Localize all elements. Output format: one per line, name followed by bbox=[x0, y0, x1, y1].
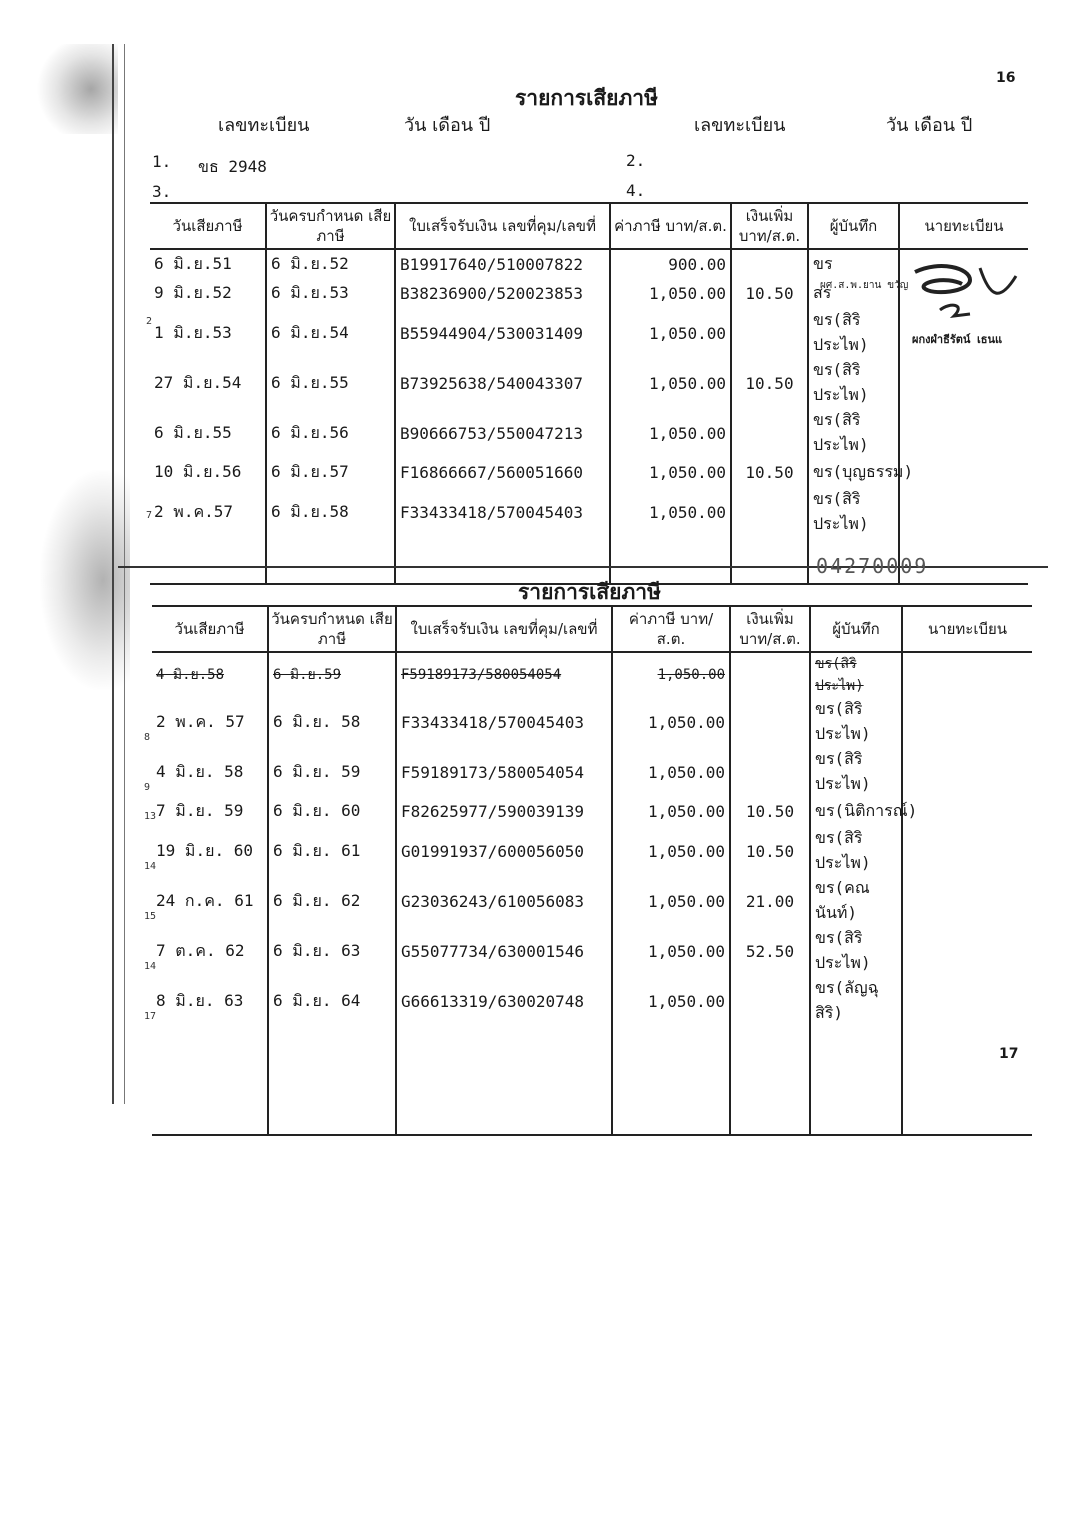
cell-surcharge bbox=[731, 308, 808, 358]
reg-entry-4-num: 4. bbox=[626, 181, 646, 200]
cell-recorder: ขร(สิริประไพ) bbox=[808, 487, 899, 537]
col-surcharge: เงินเพิ่ม บาท/ส.ต. bbox=[730, 606, 810, 652]
cell-tax-date: 2 พ.ค.57 bbox=[154, 501, 234, 521]
row-marker: 8 bbox=[144, 732, 151, 743]
cell-due-date: 6 มิ.ย. 62 bbox=[268, 876, 396, 926]
cell-empty bbox=[730, 1100, 810, 1135]
cell-registrar bbox=[902, 876, 1032, 926]
col-due-date: วันครบกำหนด เสียภาษี bbox=[268, 606, 396, 652]
cell-receipt: B55944904/530031409 bbox=[395, 308, 610, 358]
cell-registrar bbox=[899, 358, 1028, 408]
cell-due-date: 6 มิ.ย. 58 bbox=[268, 697, 396, 747]
table-header-row bbox=[152, 606, 1032, 652]
cell-recorder: ขร(สิริประไพ) bbox=[810, 826, 902, 876]
table-row bbox=[150, 458, 1028, 487]
cell-surcharge bbox=[730, 747, 810, 797]
cell-tax: 1,050.00 bbox=[612, 826, 730, 876]
cell-empty bbox=[150, 537, 266, 584]
cell-surcharge bbox=[730, 697, 810, 747]
cell-empty bbox=[730, 1066, 810, 1100]
date-label-left: วัน เดือน ปี bbox=[404, 115, 491, 136]
cell-surcharge: 10.50 bbox=[731, 279, 808, 308]
col-recorder: ผู้บันทึก bbox=[810, 606, 902, 652]
cell-tax: 1,050.00 bbox=[612, 747, 730, 797]
cell-surcharge: 10.50 bbox=[731, 458, 808, 487]
cell-tax: 1,050.00 bbox=[612, 876, 730, 926]
cell-recorder: ขร(นิติการณ์) bbox=[810, 797, 902, 826]
cell-surcharge bbox=[730, 976, 810, 1026]
cell-registrar bbox=[902, 652, 1032, 697]
row-marker: 9 bbox=[144, 782, 151, 793]
stamp-mark: 04270009 bbox=[816, 554, 929, 578]
cell-registrar bbox=[899, 408, 1028, 458]
cell-tax-date: 19 มิ.ย. 60 bbox=[156, 840, 253, 860]
cell-registrar bbox=[902, 826, 1032, 876]
cell-registrar bbox=[899, 458, 1028, 487]
page-number-top: 16 bbox=[996, 70, 1016, 86]
cell-due-date: 6 มิ.ย. 64 bbox=[268, 976, 396, 1026]
cell-receipt: B19917640/510007822 bbox=[395, 249, 610, 279]
cell-tax: 1,050.00 bbox=[612, 976, 730, 1026]
cell-receipt: B90666753/550047213 bbox=[395, 408, 610, 458]
cell-due-date: 6 มิ.ย.58 bbox=[266, 487, 395, 537]
cell-tax: 1,050.00 bbox=[612, 697, 730, 747]
table-row bbox=[150, 358, 1028, 408]
reg-entry-1-num: 1. bbox=[152, 152, 172, 171]
cell-surcharge: 10.50 bbox=[731, 358, 808, 408]
cell-tax: 1,050.00 bbox=[612, 926, 730, 976]
cell-empty bbox=[396, 1100, 612, 1135]
cell-recorder: ขร(สิริประไพ) bbox=[808, 408, 899, 458]
cell-surcharge: 10.50 bbox=[730, 826, 810, 876]
cell-tax-date: 7 มิ.ย. 59 bbox=[156, 801, 244, 820]
cell-empty bbox=[268, 1066, 396, 1100]
cell-surcharge: 21.00 bbox=[730, 876, 810, 926]
official-signature-stamp bbox=[820, 258, 1020, 344]
page-title-bottom: รายการเสียภาษี bbox=[518, 580, 661, 604]
cell-recorder: ขร(คณนันท์) bbox=[810, 876, 902, 926]
cell-recorder: ขร(สิริประไพ) bbox=[808, 308, 899, 358]
cell-surcharge bbox=[730, 652, 810, 697]
table-row bbox=[150, 487, 1028, 537]
empty-row bbox=[152, 1066, 1032, 1100]
reg-entry-1-value: ขธ 2948 bbox=[198, 157, 267, 176]
col-receipt: ใบเสร็จรับเงิน เลขที่คุม/เลขที่ bbox=[395, 203, 610, 249]
date-label-right: วัน เดือน ปี bbox=[886, 115, 973, 136]
col-due-date: วันครบกำหนด เสียภาษี bbox=[266, 203, 395, 249]
binding-edge bbox=[112, 44, 125, 1104]
reg-entry-2-num: 2. bbox=[626, 151, 646, 170]
cell-tax-date: 27 มิ.ย.54 bbox=[154, 372, 242, 392]
table-row bbox=[152, 826, 1032, 876]
cell-receipt: G01991937/600056050 bbox=[396, 826, 612, 876]
cell-registrar bbox=[899, 487, 1028, 537]
cell-recorder: ขร(ลัญฉุสิริ) bbox=[810, 976, 902, 1026]
cell-due-date: 6 มิ.ย.59 bbox=[268, 652, 396, 697]
cell-receipt: F16866667/560051660 bbox=[395, 458, 610, 487]
cell-recorder: ขร(สิริประไพ) bbox=[810, 747, 902, 797]
cell-recorder: ขร(บุญธรรม) bbox=[808, 458, 899, 487]
cell-surcharge bbox=[731, 487, 808, 537]
cell-tax-date: 1 มิ.ย.53 bbox=[154, 322, 232, 342]
row-marker: 14 bbox=[144, 861, 157, 872]
cell-surcharge bbox=[731, 408, 808, 458]
cell-due-date: 6 มิ.ย. 59 bbox=[268, 747, 396, 797]
reg-label-left: เลขทะเบียน bbox=[218, 115, 310, 136]
cell-tax: 1,050.00 bbox=[612, 797, 730, 826]
cell-tax: 1,050.00 bbox=[610, 279, 731, 308]
cell-empty bbox=[612, 1100, 730, 1135]
col-tax-date: วันเสียภาษี bbox=[150, 203, 266, 249]
col-surcharge: เงินเพิ่ม บาท/ส.ต. bbox=[731, 203, 808, 249]
cell-empty bbox=[902, 1066, 1032, 1100]
cell-empty bbox=[152, 1066, 268, 1100]
cell-due-date: 6 มิ.ย.57 bbox=[266, 458, 395, 487]
row-marker: 2 bbox=[146, 316, 153, 327]
struck-row bbox=[152, 652, 1032, 697]
cell-recorder: ขร bbox=[808, 249, 899, 279]
cell-recorder: ขร(สิริประไพ) bbox=[808, 358, 899, 408]
row-marker: 17 bbox=[144, 1011, 157, 1022]
cell-registrar bbox=[902, 747, 1032, 797]
cell-recorder: ขร(สิริประไพ) bbox=[810, 926, 902, 976]
cell-receipt: G23036243/610056083 bbox=[396, 876, 612, 926]
cell-empty bbox=[396, 1066, 612, 1100]
cell-due-date: 6 มิ.ย.53 bbox=[266, 279, 395, 308]
cell-receipt: F59189173/580054054 bbox=[396, 652, 612, 697]
col-registrar: นายทะเบียน bbox=[899, 203, 1028, 249]
cell-receipt: G66613319/630020748 bbox=[396, 976, 612, 1026]
cell-empty bbox=[268, 1100, 396, 1135]
cell-empty bbox=[152, 1026, 268, 1066]
cell-empty bbox=[266, 537, 395, 584]
cell-tax-date: 6 มิ.ย.51 bbox=[154, 254, 232, 273]
table-row bbox=[150, 408, 1028, 458]
col-registrar: นายทะเบียน bbox=[902, 606, 1032, 652]
cell-due-date: 6 มิ.ย. 63 bbox=[268, 926, 396, 976]
cell-recorder: ขร(สิริประไพ) bbox=[810, 697, 902, 747]
cell-receipt: B38236900/520023853 bbox=[395, 279, 610, 308]
cell-receipt: B73925638/540043307 bbox=[395, 358, 610, 408]
cell-tax-date: 2 พ.ค. 57 bbox=[156, 711, 245, 731]
cell-tax: 1,050.00 bbox=[610, 308, 731, 358]
reg-entry-3-num: 3. bbox=[152, 182, 172, 201]
stamp-text: ผศ.ส.พ.ยาน ขวัญ bbox=[820, 280, 909, 291]
col-tax-amount: ค่าภาษี บาท/ส.ต. bbox=[612, 606, 730, 652]
table-row bbox=[152, 876, 1032, 926]
cell-registrar bbox=[902, 976, 1032, 1026]
scan-noise bbox=[28, 44, 118, 134]
cell-tax: 900.00 bbox=[610, 249, 731, 279]
cell-tax-date: 4 มิ.ย.58 bbox=[156, 667, 225, 683]
table-row bbox=[152, 747, 1032, 797]
cell-empty bbox=[396, 1026, 612, 1066]
empty-row bbox=[152, 1026, 1032, 1066]
cell-empty bbox=[810, 1100, 902, 1135]
row-marker: 7 bbox=[146, 510, 153, 521]
cell-surcharge bbox=[731, 249, 808, 279]
row-marker: 15 bbox=[144, 911, 157, 922]
reg-label-right: เลขทะเบียน bbox=[694, 115, 786, 136]
tax-table-bottom bbox=[152, 605, 1032, 1136]
cell-surcharge: 52.50 bbox=[730, 926, 810, 976]
cell-empty bbox=[268, 1026, 396, 1066]
col-recorder: ผู้บันทึก bbox=[808, 203, 899, 249]
cell-due-date: 6 มิ.ย.52 bbox=[266, 249, 395, 279]
cell-receipt: F59189173/580054054 bbox=[396, 747, 612, 797]
cell-due-date: 6 มิ.ย. 61 bbox=[268, 826, 396, 876]
cell-tax: 1,050.00 bbox=[610, 458, 731, 487]
cell-tax-date: 9 มิ.ย.52 bbox=[154, 283, 232, 302]
cell-tax-date: 10 มิ.ย.56 bbox=[154, 462, 242, 481]
cell-due-date: 6 มิ.ย. 60 bbox=[268, 797, 396, 826]
cell-tax: 1,050.00 bbox=[610, 358, 731, 408]
cell-empty bbox=[902, 1100, 1032, 1135]
cell-tax: 1,050.00 bbox=[610, 408, 731, 458]
cell-empty bbox=[612, 1026, 730, 1066]
cell-recorder: สร bbox=[808, 279, 899, 308]
cell-empty bbox=[612, 1066, 730, 1100]
cell-due-date: 6 มิ.ย.54 bbox=[266, 308, 395, 358]
cell-tax-date: 8 มิ.ย. 63 bbox=[156, 990, 244, 1010]
row-marker: 14 bbox=[144, 961, 157, 972]
cell-recorder: ขร(สิริประไพ) bbox=[810, 652, 902, 697]
cell-tax-date: 6 มิ.ย.55 bbox=[154, 422, 232, 442]
table-row bbox=[152, 976, 1032, 1026]
table-header-row bbox=[150, 203, 1028, 249]
cell-tax-date: 4 มิ.ย. 58 bbox=[156, 761, 244, 781]
cell-empty bbox=[731, 537, 808, 584]
cell-surcharge: 10.50 bbox=[730, 797, 810, 826]
cell-registrar bbox=[902, 926, 1032, 976]
cell-registrar bbox=[902, 797, 1032, 826]
table-row bbox=[152, 926, 1032, 976]
col-tax-date: วันเสียภาษี bbox=[152, 606, 268, 652]
cell-receipt: F33433418/570045403 bbox=[395, 487, 610, 537]
cell-tax-date: 7 ต.ค. 62 bbox=[156, 940, 245, 960]
table-row bbox=[152, 797, 1032, 826]
cell-tax-date: 24 ก.ค. 61 bbox=[156, 890, 254, 910]
page-title-top: รายการเสียภาษี bbox=[515, 86, 658, 110]
cell-receipt: G55077734/630001546 bbox=[396, 926, 612, 976]
cell-empty bbox=[810, 1026, 902, 1066]
cell-empty bbox=[152, 1100, 268, 1135]
cell-empty bbox=[810, 1066, 902, 1100]
cell-tax: 1,050.00 bbox=[610, 487, 731, 537]
page-number-bottom: 17 bbox=[999, 1046, 1019, 1062]
col-tax-amount: ค่าภาษี บาท/ส.ต. bbox=[610, 203, 731, 249]
cell-empty bbox=[730, 1026, 810, 1066]
table-row bbox=[152, 697, 1032, 747]
cell-due-date: 6 มิ.ย.55 bbox=[266, 358, 395, 408]
cell-due-date: 6 มิ.ย.56 bbox=[266, 408, 395, 458]
cell-receipt: F82625977/590039139 bbox=[396, 797, 612, 826]
cell-receipt: F33433418/570045403 bbox=[396, 697, 612, 747]
cell-registrar bbox=[902, 697, 1032, 747]
stamp-name: ผกงผำธีรัตน์ เธนแ bbox=[912, 333, 1003, 346]
empty-row bbox=[152, 1100, 1032, 1135]
row-marker: 13 bbox=[144, 811, 157, 822]
col-receipt: ใบเสร็จรับเงิน เลขที่คุม/เลขที่ bbox=[396, 606, 612, 652]
cell-tax: 1,050.00 bbox=[612, 652, 730, 697]
